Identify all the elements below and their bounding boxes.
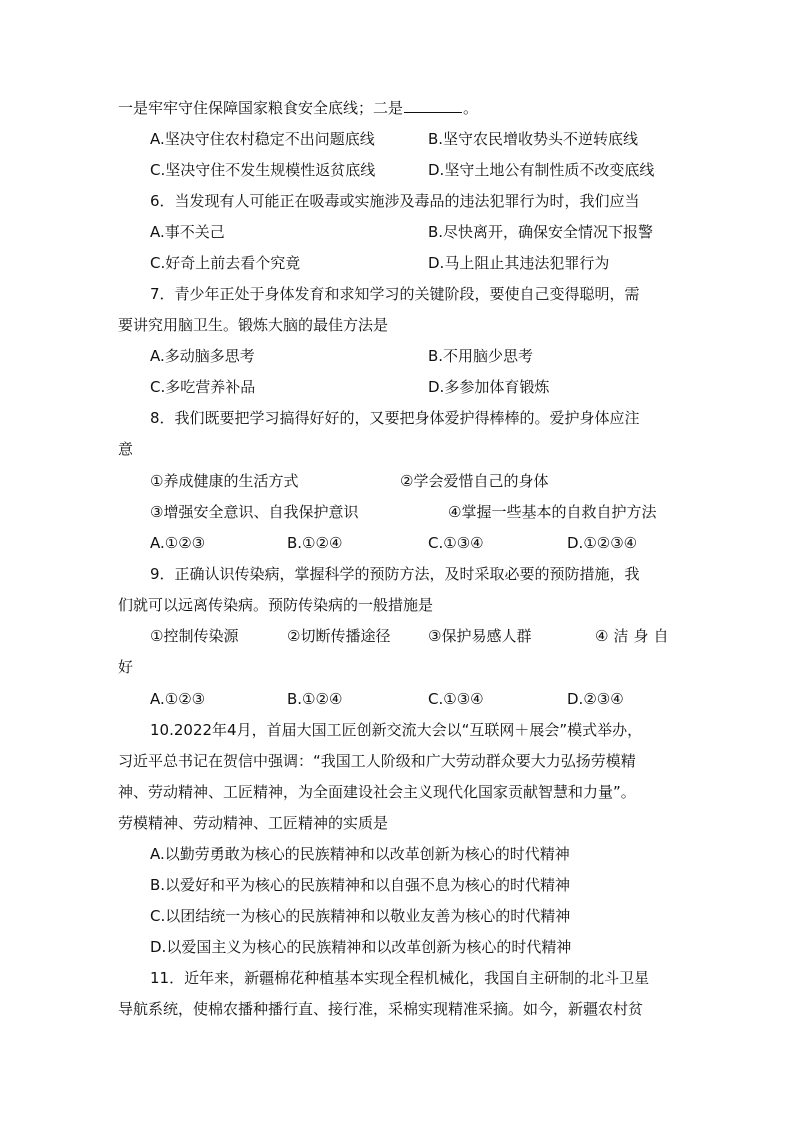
q9-stem-line1: 9．正确认识传染病，掌握科学的预防方法，及时采取必要的预防措施，我 [150, 565, 640, 583]
q5-stem-period: 。 [463, 99, 479, 117]
answer-blank [404, 98, 462, 113]
q8-stem-line1: 8．我们既要把学习搞得好好的，又要把身体爱护得棒棒的。爱护身体应注 [150, 409, 640, 427]
q11-stem-line2: 导航系统，使棉农播种播行直、接行准，采棉实现精准采摘。如今，新疆农村贫 [118, 1000, 644, 1018]
q10-stem-line3: 神、劳动精神、工匠精神，为全面建设社会主义现代化国家贡献智慧和力量”。 [118, 783, 636, 801]
q9-option-d: D.②③④ [567, 690, 624, 708]
q9-statement-4: ④洁身自 [595, 627, 674, 645]
q8-option-a: A.①②③ [150, 534, 206, 552]
q6-option-c: C.好奇上前去看个究竟 [150, 254, 301, 272]
q9-option-c: C.①③④ [428, 690, 484, 708]
q9-option-b: B.①②④ [287, 690, 343, 708]
q8-stem-line2: 意 [118, 440, 134, 458]
q6-option-a: A.事不关己 [150, 223, 225, 241]
q8-option-c: C.①③④ [428, 534, 484, 552]
q6-option-b: B.尽快离开，确保安全情况下报警 [428, 223, 654, 241]
q8-statement-2: ②学会爱惜自己的身体 [400, 472, 549, 490]
q9-statement-3: ③保护易感人群 [428, 627, 532, 645]
q11-stem-line1: 11．近年来，新疆棉花种植基本实现全程机械化，我国自主研制的北斗卫星 [150, 969, 650, 987]
q10-option-a: A.以勤劳勇敢为核心的民族精神和以改革创新为核心的时代精神 [150, 845, 570, 863]
q8-statement-3: ③增强安全意识、自我保护意识 [150, 503, 359, 521]
q7-option-b: B.不用脑少思考 [428, 347, 534, 365]
q7-stem-line1: 7．青少年正处于身体发育和求知学习的关键阶段，要使自己变得聪明，需 [150, 285, 640, 303]
q8-statement-4: ④掌握一些基本的自救自护方法 [448, 503, 657, 521]
q10-stem-line2: 习近平总书记在贺信中强调：“我国工人阶级和广大劳动群众要大力弘扬劳模精 [118, 752, 636, 770]
q5-option-b: B.坚守农民增收势头不逆转底线 [428, 130, 639, 148]
q7-option-a: A.多动脑多思考 [150, 347, 255, 365]
q6-option-d: D.马上阻止其违法犯罪行为 [428, 254, 610, 272]
q10-stem-line1: 10.2022年4月，首届大国工匠创新交流大会以“互联网＋展会”模式举办， [150, 721, 643, 739]
q9-statement-4-wrap: 好 [118, 658, 134, 676]
q9-statement-1: ①控制传染源 [150, 627, 239, 645]
q8-statement-1: ①养成健康的生活方式 [150, 472, 299, 490]
q10-option-d: D.以爱国主义为核心的民族精神和以改革创新为核心的时代精神 [150, 938, 572, 956]
q10-option-c: C.以团结统一为核心的民族精神和以敬业友善为核心的时代精神 [150, 907, 571, 925]
q5-option-a: A.坚决守住农村稳定不出问题底线 [150, 130, 375, 148]
q8-option-b: B.①②④ [287, 534, 343, 552]
q6-stem: 6．当发现有人可能正在吸毒或实施涉及毒品的违法犯罪行为时，我们应当 [150, 192, 640, 210]
q7-option-d: D.多参加体育锻炼 [428, 378, 550, 396]
q9-statement-2: ②切断传播途径 [287, 627, 391, 645]
q10-option-b: B.以爱好和平为核心的民族精神和以自强不息为核心的时代精神 [150, 876, 571, 894]
q10-stem-line4: 劳模精神、劳动精神、工匠精神的实质是 [118, 814, 389, 832]
q5-stem-text: 一是牢牢守住保障国家粮食安全底线；二是 [118, 99, 404, 117]
q7-option-c: C.多吃营养补品 [150, 378, 256, 396]
q5-stem-end [118, 98, 478, 118]
q5-option-c: C.坚决守住不发生规模性返贫底线 [150, 161, 376, 179]
q9-option-a: A.①②③ [150, 690, 206, 708]
q8-option-d: D.①②③④ [567, 534, 638, 552]
q9-stem-line2: 们就可以远离传染病。预防传染病的一般措施是 [118, 596, 434, 614]
q5-option-d: D.坚守土地公有制性质不改变底线 [428, 161, 655, 179]
q7-stem-line2: 要讲究用脑卫生。锻炼大脑的最佳方法是 [118, 316, 389, 334]
